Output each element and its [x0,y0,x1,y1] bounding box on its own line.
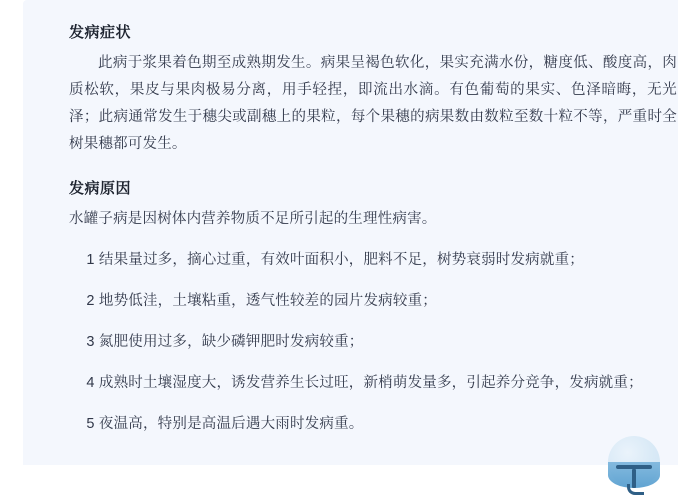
cause-item-1: 1 结果量过多，摘心过重，有效叶面积小，肥料不足，树势衰弱时发病就重； [86,252,584,268]
cause-item-3: 3 氮肥使用过多，缺少磷钾肥时发病较重； [86,334,364,350]
article-body [69,22,677,438]
cause-item-5: 5 夜温高，特别是高温后遇大雨时发病重。 [86,416,364,432]
symptoms-paragraph: 此病于浆果着色期至成熟期发生。病果呈褐色软化，果实充满水份，糖度低、酸度高，肉质松软，果皮与果肉极易分离，用手轻捏，即流出水滴。有色葡萄的果实、色泽暗晦，无光泽；此病通常发生于穗尖或副穗上的果粒，每个果穗的病果数由数粒至数十粒不等，严重时全树果穗都可发生。 [69,55,677,152]
umbrella-icon-canopy [608,462,660,488]
umbrella-icon-rim [616,465,652,469]
section-title-causes: 发病原因 [69,180,132,197]
cause-item-4: 4 成熟时土壤湿度大，诱发营养生长过旺，新梢萌发量多，引起养分竞争，发病就重； [86,375,643,391]
umbrella-icon-hook [627,484,644,495]
umbrella-icon-handle [632,469,636,488]
causes-lead-paragraph: 水罐子病是因树体内营养物质不足所引起的生理性病害。 [69,211,437,227]
section-title-symptoms: 发病症状 [69,24,132,41]
cause-item-2: 2 地势低洼，土壤粘重，透气性较差的园片发病较重； [86,293,437,309]
content-panel [23,0,678,465]
